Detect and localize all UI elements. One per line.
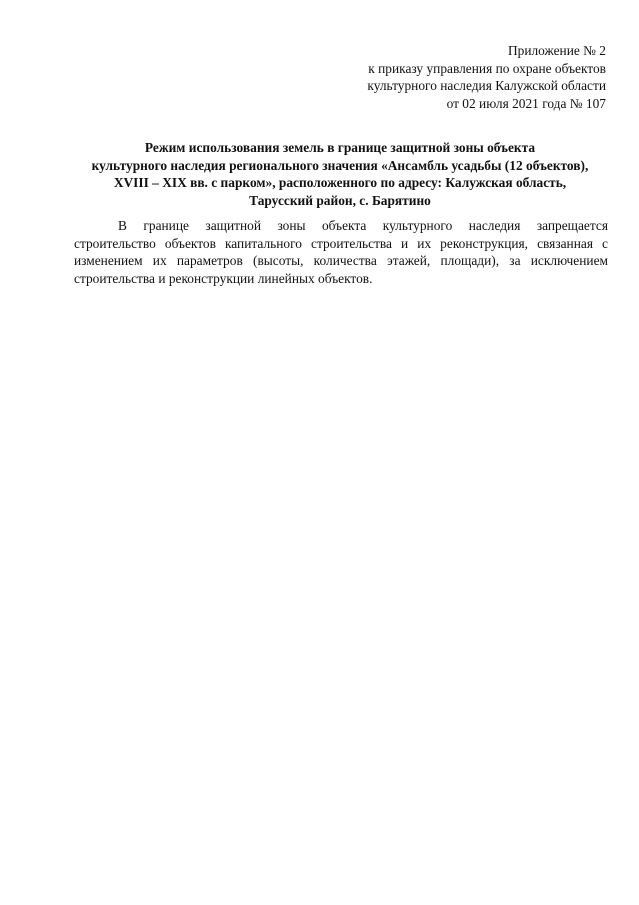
document-title xyxy=(70,139,610,209)
appendix-authority: культурного наследия Калужской области xyxy=(367,78,606,93)
title-line: культурного наследия регионального значения «Ансамбль усадьбы (12 объектов), xyxy=(91,157,589,173)
title-line: Тарусский район, с. Барятино xyxy=(249,192,431,208)
paragraph-line: изменением их параметров (высоты, количества этажей, площади), за исключением xyxy=(74,253,608,269)
appendix-date: от 02 июля 2021 года № 107 xyxy=(446,95,606,111)
body-paragraph xyxy=(74,217,608,287)
paragraph-line: строительства и реконструкции линейных объектов. xyxy=(74,270,373,286)
paragraph-line: В границе защитной зоны объекта культурного наследия запрещается xyxy=(118,218,608,233)
appendix-order-reference: к приказу управления по охране объектов xyxy=(368,60,606,76)
title-line: Режим использования земель в границе защитной зоны объекта xyxy=(144,140,536,155)
appendix-number: Приложение № 2 xyxy=(507,43,606,58)
appendix-header xyxy=(367,42,606,112)
paragraph-line: строительство объектов капитального строительства и их реконструкция, связанная с xyxy=(74,235,608,251)
title-line: XVIII – XIX вв. с парком», расположенного по адресу: Калужская область, xyxy=(113,175,567,191)
